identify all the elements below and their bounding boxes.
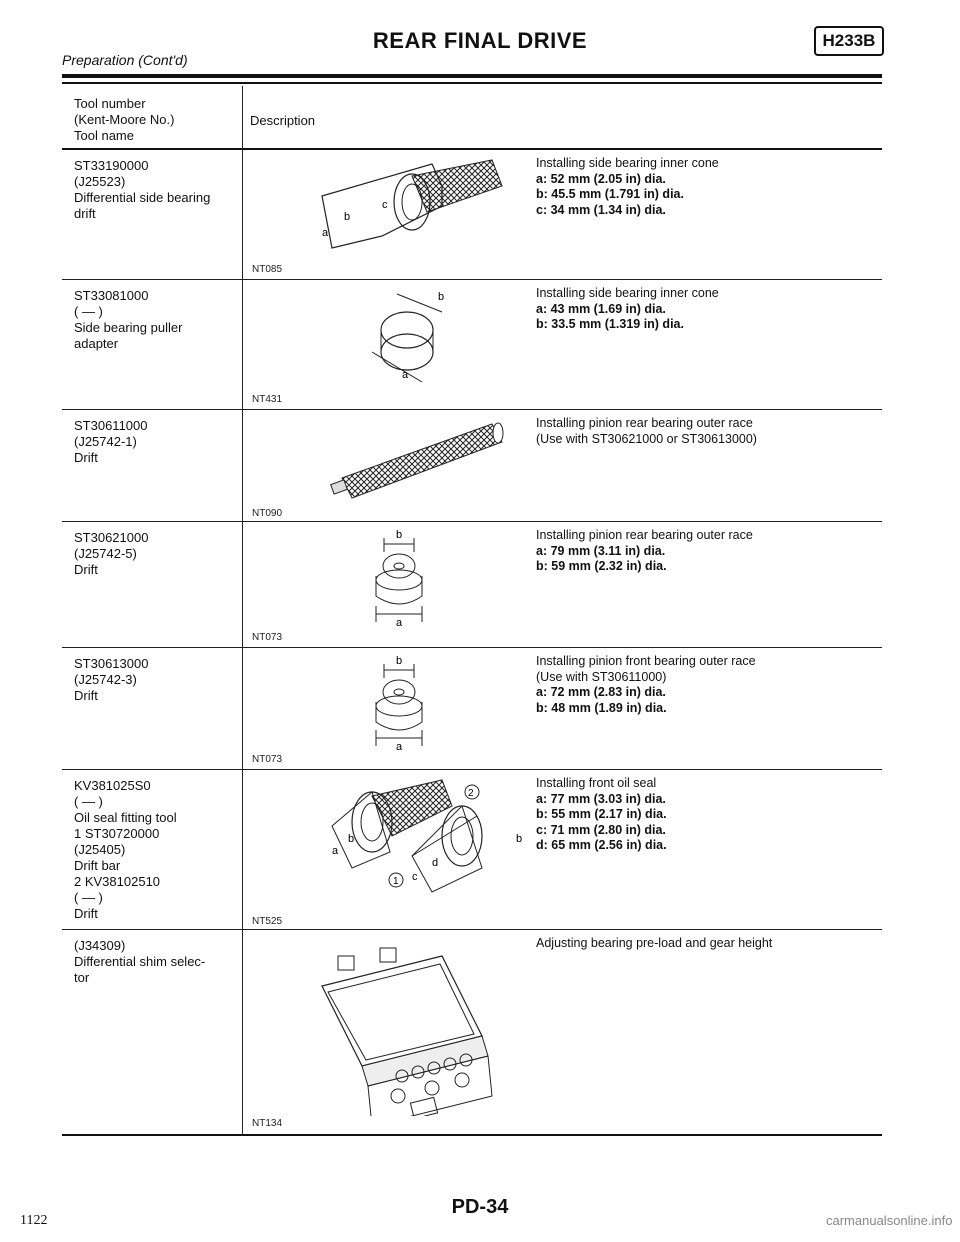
table-row xyxy=(62,648,882,770)
description-line: (Use with ST30621000 or ST30613000) xyxy=(536,431,757,446)
tool-info xyxy=(74,288,244,352)
page-code: PD-34 xyxy=(451,1196,509,1218)
watermark: carmanualsonline.info xyxy=(826,1213,953,1228)
dim-label-a: a xyxy=(322,227,329,239)
table-row xyxy=(62,280,882,410)
dim-label-b: b xyxy=(348,833,355,845)
figure-code: NT073 xyxy=(252,632,283,643)
tool-info xyxy=(74,778,244,922)
dim-label-b: b xyxy=(438,291,445,303)
tool-number: KV381025S0 xyxy=(74,778,151,793)
description-line: Installing side bearing inner cone xyxy=(536,156,719,170)
component-number: 2 KV38102510 xyxy=(74,874,161,889)
tool-name: drift xyxy=(74,206,96,221)
page-subtitle: Preparation (Cont'd) xyxy=(62,52,188,68)
dim-label-b: b xyxy=(344,211,351,223)
tool-info xyxy=(74,656,244,704)
side-bearing-puller-adapter-illustration xyxy=(262,282,532,387)
kent-moore-number: (J25742-5) xyxy=(74,546,137,561)
table-row xyxy=(62,150,882,280)
figure-code: NT090 xyxy=(252,508,283,519)
description-line: (Use with ST30611000) xyxy=(536,669,667,684)
dimension-line: b: 33.5 mm (1.319 in) dia. xyxy=(536,317,684,331)
figure-code: NT525 xyxy=(252,916,283,927)
figure-code: NT431 xyxy=(252,394,283,405)
table-row xyxy=(62,930,882,1134)
tool-description xyxy=(536,286,876,333)
tool-number: ST30613000 xyxy=(74,656,149,671)
column-header-tool xyxy=(74,96,174,144)
kent-moore-number: (J34309) xyxy=(74,938,126,953)
kent-moore-number: (J25523) xyxy=(74,174,126,189)
column-header-line: (Kent-Moore No.) xyxy=(74,112,175,127)
dimension-line: a: 72 mm (2.83 in) dia. xyxy=(536,685,666,699)
tool-number: ST33190000 xyxy=(74,158,149,173)
dim-label-b: b xyxy=(396,529,403,541)
description-line: Installing pinion rear bearing outer race xyxy=(536,416,753,430)
oil-seal-fitting-tool-illustration xyxy=(262,776,532,906)
tool-name: Drift xyxy=(74,562,98,577)
tool-description xyxy=(536,776,876,854)
dimension-line: b: 45.5 mm (1.791 in) dia. xyxy=(536,187,684,201)
section-code-badge: H233B xyxy=(814,26,884,56)
tool-name: Differential shim selec- xyxy=(74,954,206,969)
tool-info xyxy=(74,938,244,986)
dimension-line: a: 43 mm (1.69 in) dia. xyxy=(536,301,666,316)
tool-description xyxy=(536,156,876,218)
tool-name: Differential side bearing xyxy=(74,190,211,205)
dim-label-a: a xyxy=(396,741,403,752)
component-name: Drift bar xyxy=(74,858,121,873)
dim-label-a: a xyxy=(402,369,409,381)
dim-label-d: d xyxy=(432,857,439,869)
tool-number: ST33081000 xyxy=(74,288,149,303)
side-bearing-drift-illustration xyxy=(262,156,532,256)
tool-name: Drift xyxy=(74,450,98,465)
tool-number: ST30621000 xyxy=(74,530,149,545)
dimension-line: b: 55 mm (2.17 in) dia. xyxy=(536,807,667,821)
part-label-1: 1 xyxy=(393,876,399,887)
dim-label-b: b xyxy=(516,833,523,845)
dimension-line: a: 52 mm (2.05 in) dia. xyxy=(536,171,666,186)
header-rule-thin xyxy=(62,82,882,84)
description-line: Installing pinion front bearing outer race xyxy=(536,654,756,668)
figure-code: NT073 xyxy=(252,754,283,765)
table-row xyxy=(62,770,882,930)
description-line: Adjusting bearing pre-load and gear height xyxy=(536,936,773,950)
tool-info xyxy=(74,530,244,578)
dim-label-a: a xyxy=(332,845,339,857)
column-header-description: Description xyxy=(250,113,316,128)
page-title: REAR FINAL DRIVE xyxy=(372,28,588,53)
tool-number: ST30611000 xyxy=(74,418,148,433)
component-name: Drift xyxy=(74,906,98,921)
dimension-line: d: 65 mm (2.56 in) dia. xyxy=(536,838,667,852)
tool-name: tor xyxy=(74,970,90,985)
kent-moore-number: ( — ) xyxy=(74,304,103,319)
figure-code: NT085 xyxy=(252,264,283,275)
dimension-line: c: 34 mm (1.34 in) dia. xyxy=(536,202,666,217)
kent-moore-number: (J25742-1) xyxy=(74,434,137,449)
kent-moore-number: ( — ) xyxy=(74,794,103,809)
kent-moore-number: ( — ) xyxy=(74,890,103,905)
description-line: Installing pinion rear bearing outer race xyxy=(536,528,753,542)
stepped-drift-illustration xyxy=(262,526,532,631)
description-line: Installing side bearing inner cone xyxy=(536,286,719,300)
tool-description xyxy=(536,936,876,952)
tool-name: adapter xyxy=(74,336,119,351)
table-bottom-rule xyxy=(62,1134,882,1136)
dim-label-c: c xyxy=(412,871,418,883)
dimension-line: a: 77 mm (3.03 in) dia. xyxy=(536,791,666,806)
dimension-line: b: 59 mm (2.32 in) dia. xyxy=(536,559,667,573)
table-row xyxy=(62,410,882,522)
tool-name: Drift xyxy=(74,688,98,703)
kent-moore-number: (J25405) xyxy=(74,842,126,857)
dimension-line: c: 71 mm (2.80 in) dia. xyxy=(536,822,666,837)
description-line: Installing front oil seal xyxy=(536,776,657,790)
tool-name: Oil seal fitting tool xyxy=(74,810,177,825)
tool-description xyxy=(536,528,876,575)
header-rule xyxy=(62,74,882,78)
part-label-2: 2 xyxy=(468,788,474,799)
dimension-line: b: 48 mm (1.89 in) dia. xyxy=(536,700,667,715)
dimension-line: a: 79 mm (3.11 in) dia. xyxy=(536,543,666,558)
tool-description xyxy=(536,654,876,716)
component-number: 1 ST30720000 xyxy=(74,826,160,841)
tool-info xyxy=(74,158,244,222)
shim-selector-case-illustration xyxy=(262,946,532,1116)
drift-rod-illustration xyxy=(262,416,532,506)
column-header-line: Tool number xyxy=(74,96,146,111)
dim-label-b: b xyxy=(396,655,403,667)
dim-label-c: c xyxy=(382,199,388,211)
table-row xyxy=(62,522,882,648)
tool-name: Side bearing puller xyxy=(74,320,183,335)
tool-info xyxy=(74,418,244,466)
dim-label-a: a xyxy=(396,617,403,629)
figure-code: NT134 xyxy=(252,1118,283,1129)
column-header-line: Tool name xyxy=(74,128,134,143)
stepped-drift-illustration xyxy=(262,652,532,752)
page-number: 1122 xyxy=(20,1213,48,1228)
kent-moore-number: (J25742-3) xyxy=(74,672,137,687)
tool-description xyxy=(536,416,876,447)
